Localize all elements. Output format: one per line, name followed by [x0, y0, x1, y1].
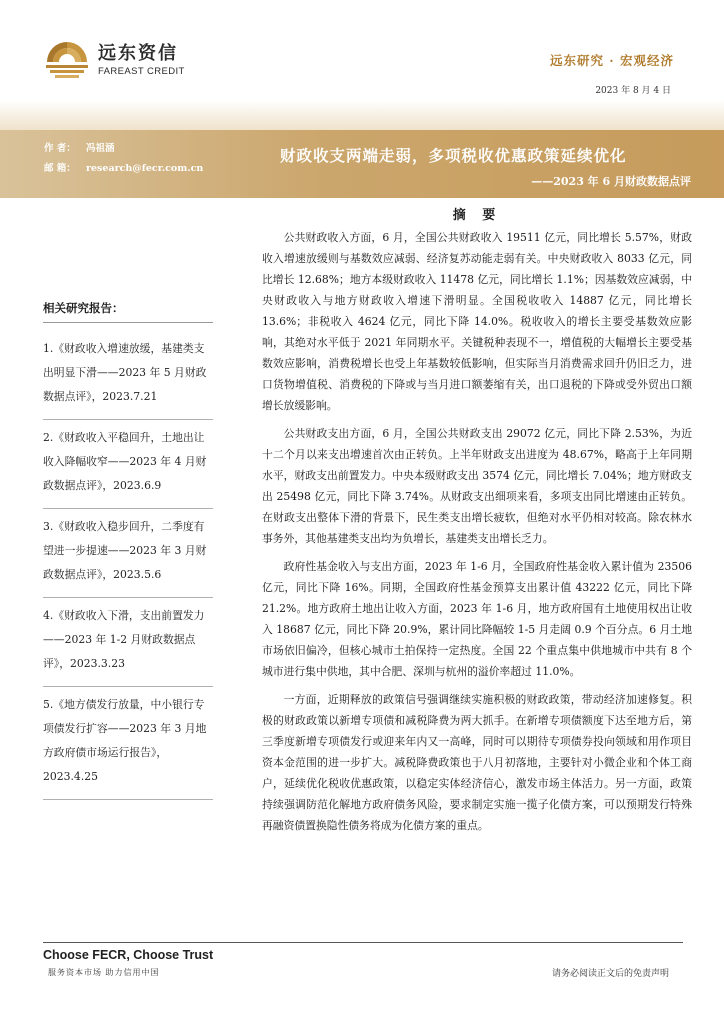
- related-report-item: 5.《地方债发行放量，中小银行专项债发行扩容——2023 年 3 月地方政府债市场运行报告》，2023.4.25: [43, 687, 213, 800]
- report-date: 2023 年 8 月 4 日: [595, 86, 671, 96]
- abstract-paragraph-fund: 政府性基金收入与支出方面，2023 年 1-6 月，全国政府性基金收入累计值为 23506 亿元，同比下降 16%。同期，全国政府性基金预算支出累计值 43222 亿元，同比下降 21.2%。地方政府土地出让收入方面，2023 年 1-6 月，地方政府国有土地使用权出让收入 18687 亿元，同比下降 20.9%，累计同比降幅较 1-5 月走阔 0.9 个百分点。6 月土地市场依旧偏冷，但核心城市土拍保持一定热度。全国 22 个重点集中供地城市中共有 8 个城市进行集中供地，其中合肥、深圳与杭州的溢价率超过 11.0%。: [262, 560, 692, 678]
- author-block: [44, 139, 203, 179]
- author-email[interactable]: research@fecr.com.cn: [86, 163, 204, 174]
- abstract-paragraph-expenditure: 公共财政支出方面，6 月，全国公共财政支出 29072 亿元，同比下降 2.53%，为近十二个月以来支出增速首次由正转负。上半年财政支出进度为 48.67%，略高于上年同期水平，财政支出前置发力。中央本级财政支出 3574 亿元，同比增长 7.04%；地方财政支出 25498 亿元，同比下降 3.74%。从财政支出细项来看，多项支出同比增速由正转负。在财政支出整体下滑的背景下，民生类支出增长疲软，但绝对水平仍相对较高。除农林水事务外，其他基建类支出均为负增长，基建类支出增长乏力。: [262, 427, 692, 545]
- abstract-heading: 摘 要: [452, 208, 502, 223]
- related-report-item: 3.《财政收入稳步回升，二季度有望进一步提速——2023 年 3 月财政数据点评》，2023.5.6: [43, 509, 213, 598]
- related-reports-sidebar: [43, 300, 213, 800]
- company-logo: [42, 40, 185, 82]
- related-reports-heading: 相关研究报告：: [43, 300, 213, 323]
- related-report-item: 4.《财政收入下滑，支出前置发力——2023 年 1-2 月财政数据点评》，2023.3.23: [43, 598, 213, 687]
- footer-slogan-en: Choose FECR, Choose Trust: [43, 948, 214, 962]
- author-name: 冯祖涵: [86, 143, 115, 154]
- abstract-paragraph-outlook: 一方面，近期释放的政策信号强调继续实施积极的财政政策，带动经济加速修复。积极的财政政策以新增专项债和减税降费为两大抓手。在新增专项债额度下达至地方后，第三季度新增专项债发行或迎来年内又一高峰，同时可以期待专项债券投向领域和用作项目资本金范围的进一步扩大。减税降费政策也于八月初落地，主要针对小微企业和个体工商户，延续优化税收优惠政策，以稳定实体经济信心，激发市场主体活力。另一方面，政策持续强调防范化解地方政府债务风险，要求制定实施一揽子化债方案，可以预期发行特殊再融资债置换隐性债务将成为化债方案的重点。: [262, 693, 692, 832]
- report-category: 远东研究 · 宏观经济: [549, 53, 674, 68]
- related-report-item: 1.《财政收入增速放缓，基建类支出明显下滑——2023 年 5 月财政数据点评》，2023.7.21: [43, 331, 213, 420]
- abstract-paragraph-revenue: 公共财政收入方面，6 月，全国公共财政收入 19511 亿元，同比增长 5.57%，财政收入增速放缓则与基数效应减弱、经济复苏动能走弱有关。中央财政收入 8033 亿元，同比增长 12.68%；地方本级财政收入 11478 亿元，同比增长 1.1%；因基数效应减弱，中央财政收入与地方财政收入增速下滑明显。全国税收收入 14887 亿元，同比增长 13.6%；非税收入 4624 亿元，同比下降 14.0%。税收收入的增长主要受基数效应影响，其绝对水平低于 2021 年同期水平。关键税种表现不一，增值税的大幅增长主要受基数效应影响，消费税增长也受上年基数较低影响，但实际当月消费需求回升仍旧乏力，进口货物增值税、消费税的下降或与当月进口额萎缩有关，出口退税的下降或受外贸出口额增长放缓影响。: [262, 231, 692, 412]
- logo-chinese-name: 远东资信: [98, 43, 178, 64]
- logo-english-name: FAREAST CREDIT: [98, 66, 185, 77]
- footer-slogan-cn: 服务资本市场 助力信用中国: [48, 968, 160, 977]
- related-report-item: 2.《财政收入平稳回升，土地出让收入降幅收窄——2023 年 4 月财政数据点评》，2023.6.9: [43, 420, 213, 509]
- report-title: 财政收支两端走弱，多项税收优惠政策延续优化: [280, 146, 627, 165]
- footer-divider: [43, 942, 683, 943]
- author-label: 作 者：: [44, 143, 76, 154]
- abstract-section: [262, 204, 692, 843]
- footer-disclaimer: 请务必阅读正文后的免责声明: [551, 969, 669, 979]
- email-label: 邮 箱：: [44, 163, 76, 174]
- report-subtitle: ——2023 年 6 月财政数据点评: [531, 175, 691, 188]
- fecr-logo-icon: [42, 40, 92, 82]
